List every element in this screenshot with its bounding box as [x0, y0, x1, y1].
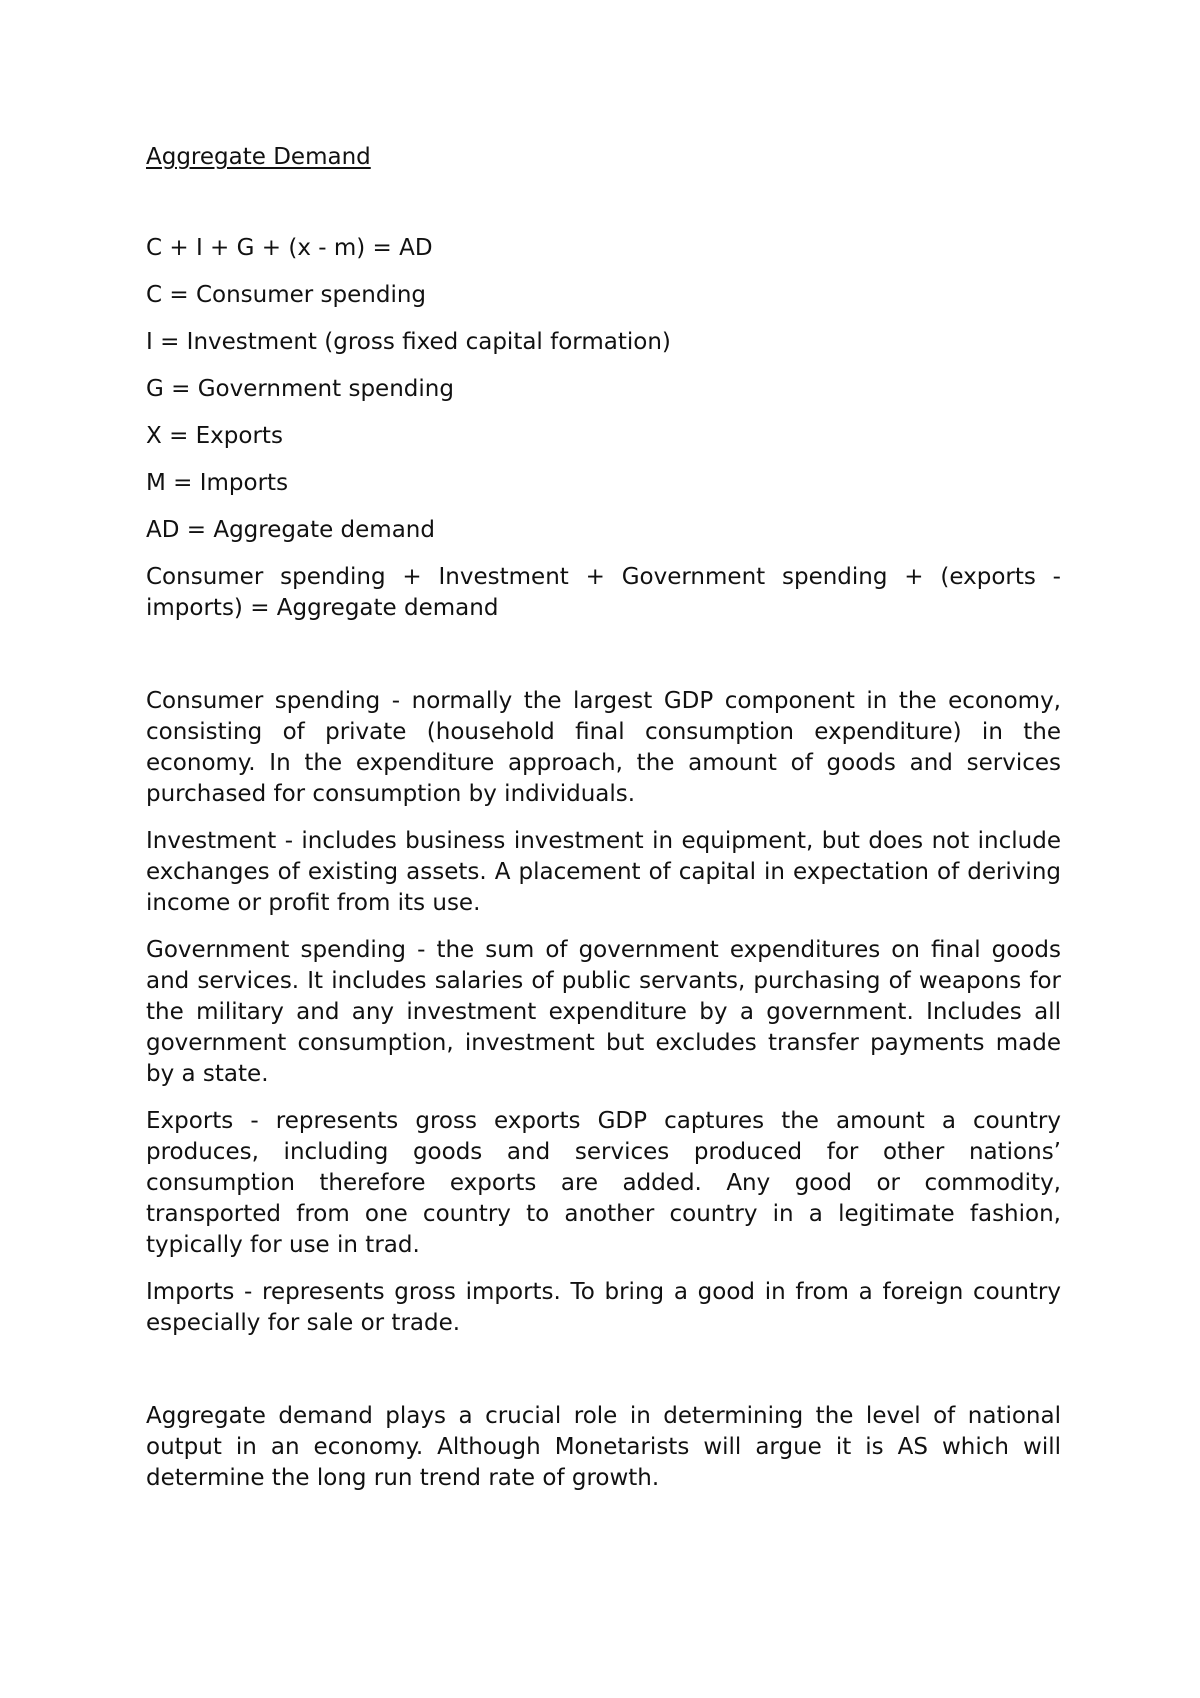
component-investment: Investment - includes business investment in equipment, but does not include exchanges of existing assets. A placement of capital in expectation of deriving income or profit from its use. [146, 828, 1061, 916]
expanded-equation: Consumer spending + Investment + Government spending + (exports - imports) = Aggregate demand [146, 564, 1061, 621]
definition-government: G = Government spending [146, 376, 454, 402]
definition-consumer: C = Consumer spending [146, 282, 427, 308]
page-title: Aggregate Demand [146, 144, 371, 170]
definition-aggregate-demand: AD = Aggregate demand [146, 517, 435, 543]
component-exports: Exports - represents gross exports GDP captures the amount a country produces, including goods and services produced for other nations’ consumption therefore exports are added. Any good or commodity, transported from one country to another country in a legitimate fashion, typically for use in trad. [146, 1108, 1061, 1258]
conclusion-paragraph: Aggregate demand plays a crucial role in determining the level of national output in an economy. Although Monetarists will argue it is AS which will determine the long run trend rate of growth. [146, 1403, 1061, 1491]
definition-investment: I = Investment (gross fixed capital formation) [146, 329, 671, 355]
component-consumer-spending: Consumer spending - normally the largest GDP component in the economy, consisting of private (household final consumption expenditure) in the economy. In the expenditure approach, the amount of goods and services purchased for consumption by individuals. [146, 688, 1061, 807]
section-spacer-2 [146, 1355, 1061, 1401]
document-body [146, 142, 1061, 1510]
ad-equation: C + I + G + (x - m) = AD [146, 235, 433, 261]
definition-exports: X = Exports [146, 423, 283, 449]
component-imports: Imports - represents gross imports. To bring a good in from a foreign country especially for sale or trade. [146, 1279, 1061, 1336]
definition-imports: M = Imports [146, 470, 289, 496]
component-government-spending: Government spending - the sum of government expenditures on final goods and services. It includes salaries of public servants, purchasing of weapons for the military and any investment expenditure by a government. Includes all government consumption, investment but excludes transfer payments made by a state. [146, 937, 1061, 1087]
section-spacer [146, 640, 1061, 686]
